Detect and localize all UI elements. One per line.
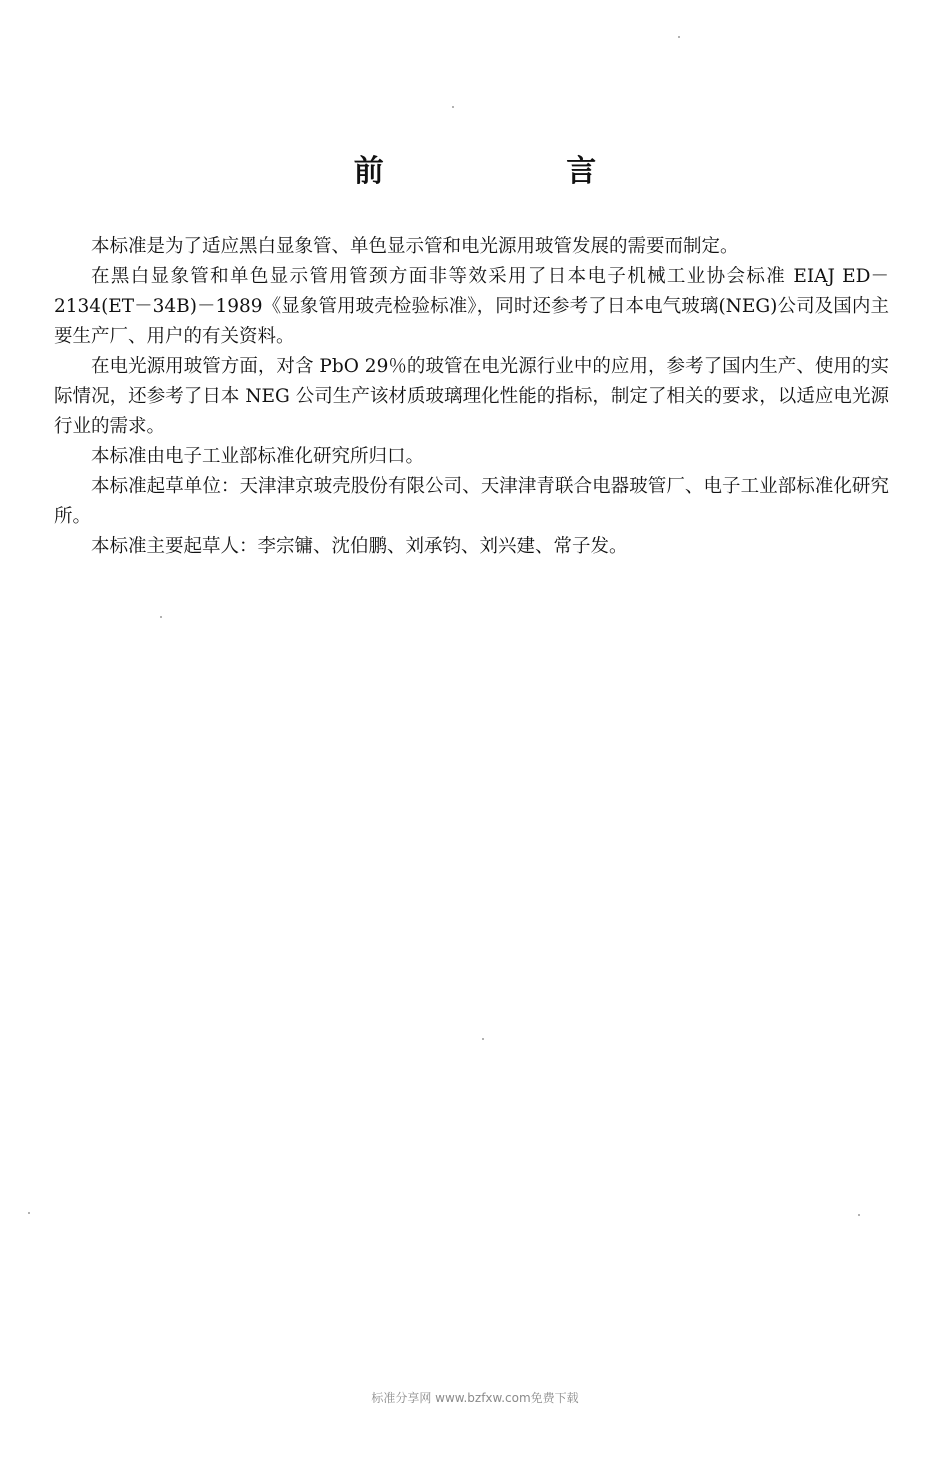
paragraph-purpose: 本标准是为了适应黑白显象管、单色显示管和电光源用玻管发展的需要而制定。 (91, 236, 739, 257)
paragraph-light-source: 在电光源用玻管方面，对含 PbO 29％的玻管在电光源行业中的应用，参考了国内生产、使用的实际情况，还参考了日本 NEG 公司生产该材质玻璃理化性能的指标，制定了相关的要求，以适应电光源行业的需求。 (54, 356, 889, 437)
scan-speck (858, 1214, 860, 1216)
document-body (54, 232, 889, 562)
paragraph-centralized: 本标准由电子工业部标准化研究所归口。 (91, 446, 425, 467)
scan-speck (160, 616, 162, 618)
paragraph-adoption: 在黑白显象管和单色显示管用管颈方面非等效采用了日本电子机械工业协会标准 EIAJ ED－2134(ET－34B)－1989《显象管用玻壳检验标准》，同时还参考了日本电气玻璃(NEG)公司及国内主要生产厂、用户的有关资料。 (54, 266, 889, 347)
scan-speck (452, 106, 454, 108)
scan-speck (482, 1038, 484, 1040)
page-title: 前 言 (353, 154, 683, 189)
paragraph-drafting-units: 本标准起草单位：天津津京玻壳股份有限公司、天津津青联合电器玻管厂、电子工业部标准化研究所。 (54, 476, 889, 527)
scan-speck (678, 36, 680, 38)
paragraph-drafters: 本标准主要起草人：李宗镛、沈伯鹏、刘承钧、刘兴建、常子发。 (91, 536, 628, 557)
scan-speck (28, 1212, 30, 1214)
footer-watermark: 标准分享网 www.bzfxw.com免费下载 (371, 1391, 579, 1405)
